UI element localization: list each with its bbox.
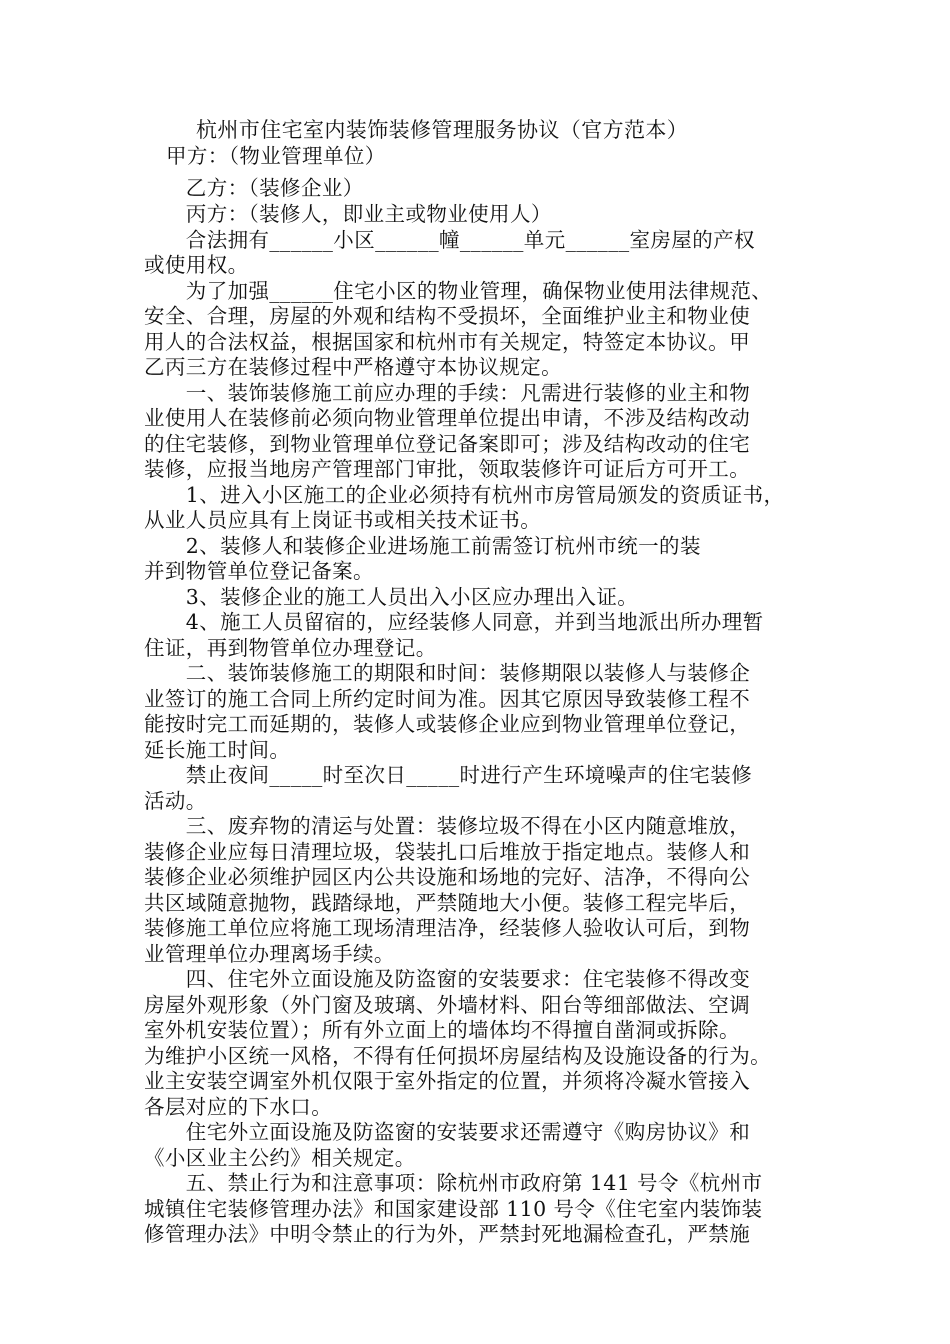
text-line: 为维护小区统一风格，不得有任何损坏房屋结构及设施设备的行为。 (144, 1044, 771, 1068)
text-line: 安全、合理，房屋的外观和结构不受损坏，全面维护业主和物业使 (144, 304, 751, 328)
document-title: 杭州市住宅室内装饰装修管理服务协议（官方范本） (196, 118, 689, 142)
text-line: 为了加强______住宅小区的物业管理，确保物业使用法律规范、 (144, 279, 773, 303)
text-line: 从业人员应具有上岗证书或相关技术证书。 (144, 508, 542, 532)
text-line: 五、禁止行为和注意事项：除杭州市政府第 141 号令《杭州市 (144, 1171, 763, 1195)
text-line: 业使用人在装修前必须向物业管理单位提出申请，不涉及结构改动 (144, 406, 751, 430)
text-line: 并到物管单位登记备案。 (144, 559, 374, 583)
text-line: 城镇住宅装修管理办法》和国家建设部 110 号令《住宅室内装饰装 (144, 1197, 763, 1221)
text-line: 合法拥有______小区______幢______单元______室房屋的产权 (144, 228, 755, 252)
text-line: 四、住宅外立面设施及防盗窗的安装要求：住宅装修不得改变 (144, 967, 751, 991)
text-line: 一、装饰装修施工前应办理的手续：凡需进行装修的业主和物 (144, 381, 751, 405)
text-line: 业签订的施工合同上所约定时间为准。因其它原因导致装修工程不 (144, 687, 751, 711)
text-line: 三、废弃物的清运与处置：装修垃圾不得在小区内随意堆放， (144, 814, 751, 838)
text-line: 能按时完工而延期的，装修人或装修企业应到物业管理单位登记， (144, 712, 751, 736)
text-line: 装修，应报当地房产管理部门审批，领取装修许可证后方可开工。 (144, 457, 751, 481)
text-line: 用人的合法权益，根据国家和杭州市有关规定，特签定本协议。甲 (144, 330, 751, 354)
text-line: 的住宅装修，到物业管理单位登记备案即可；涉及结构改动的住宅 (144, 432, 751, 456)
text-line: 3、装修企业的施工人员出入小区应办理出入证。 (144, 585, 639, 609)
text-line: 修管理办法》中明令禁止的行为外，严禁封死地漏检查孔，严禁施 (144, 1222, 751, 1246)
text-line: 装修施工单位应将施工现场清理洁净，经装修人验收认可后，到物 (144, 916, 751, 940)
text-line: 延长施工时间。 (144, 738, 291, 762)
text-line: 乙丙三方在装修过程中严格遵守本协议规定。 (144, 355, 562, 379)
text-line: 活动。 (144, 789, 207, 813)
text-line: 共区域随意抛物，践踏绿地，严禁随地大小便。装修工程完毕后， (144, 891, 751, 915)
text-line: 装修企业必须维护园区内公共设施和场地的完好、洁净，不得向公 (144, 865, 751, 889)
text-line: 甲方：（物业管理单位） (166, 144, 386, 168)
text-line: 《小区业主公约》相关规定。 (144, 1146, 416, 1170)
text-line: 1、进入小区施工的企业必须持有杭州市房管局颁发的资质证书， (144, 483, 785, 507)
text-line: 2、装修人和装修企业进场施工前需签订杭州市统一的装 (144, 534, 701, 558)
text-line: 装修企业应每日清理垃圾，袋装扎口后堆放于指定地点。装修人和 (144, 840, 751, 864)
text-line: 丙方：（装修人，即业主或物业使用人） (144, 202, 552, 226)
text-line: 业管理单位办理离场手续。 (144, 942, 395, 966)
text-line: 住宅外立面设施及防盗窗的安装要求还需遵守《购房协议》和 (144, 1120, 751, 1144)
text-line: 住证，再到物管单位办理登记。 (144, 636, 437, 660)
text-line: 4、施工人员留宿的，应经装修人同意，并到当地派出所办理暂 (144, 610, 764, 634)
text-line: 房屋外观形象（外门窗及玻璃、外墙材料、阳台等细部做法、空调 (144, 993, 751, 1017)
text-line: 或使用权。 (144, 253, 249, 277)
text-line: 各层对应的下水口。 (144, 1095, 333, 1119)
text-line: 禁止夜间_____时至次日_____时进行产生环境噪声的住宅装修 (144, 763, 753, 787)
text-line: 乙方：（装修企业） (144, 176, 364, 200)
text-line: 二、装饰装修施工的期限和时间：装修期限以装修人与装修企 (144, 661, 751, 685)
text-line: 室外机安装位置）；所有外立面上的墙体均不得擅自凿洞或拆除。 (144, 1018, 740, 1042)
text-line: 业主安装空调室外机仅限于室外指定的位置，并须将冷凝水管接入 (144, 1069, 751, 1093)
